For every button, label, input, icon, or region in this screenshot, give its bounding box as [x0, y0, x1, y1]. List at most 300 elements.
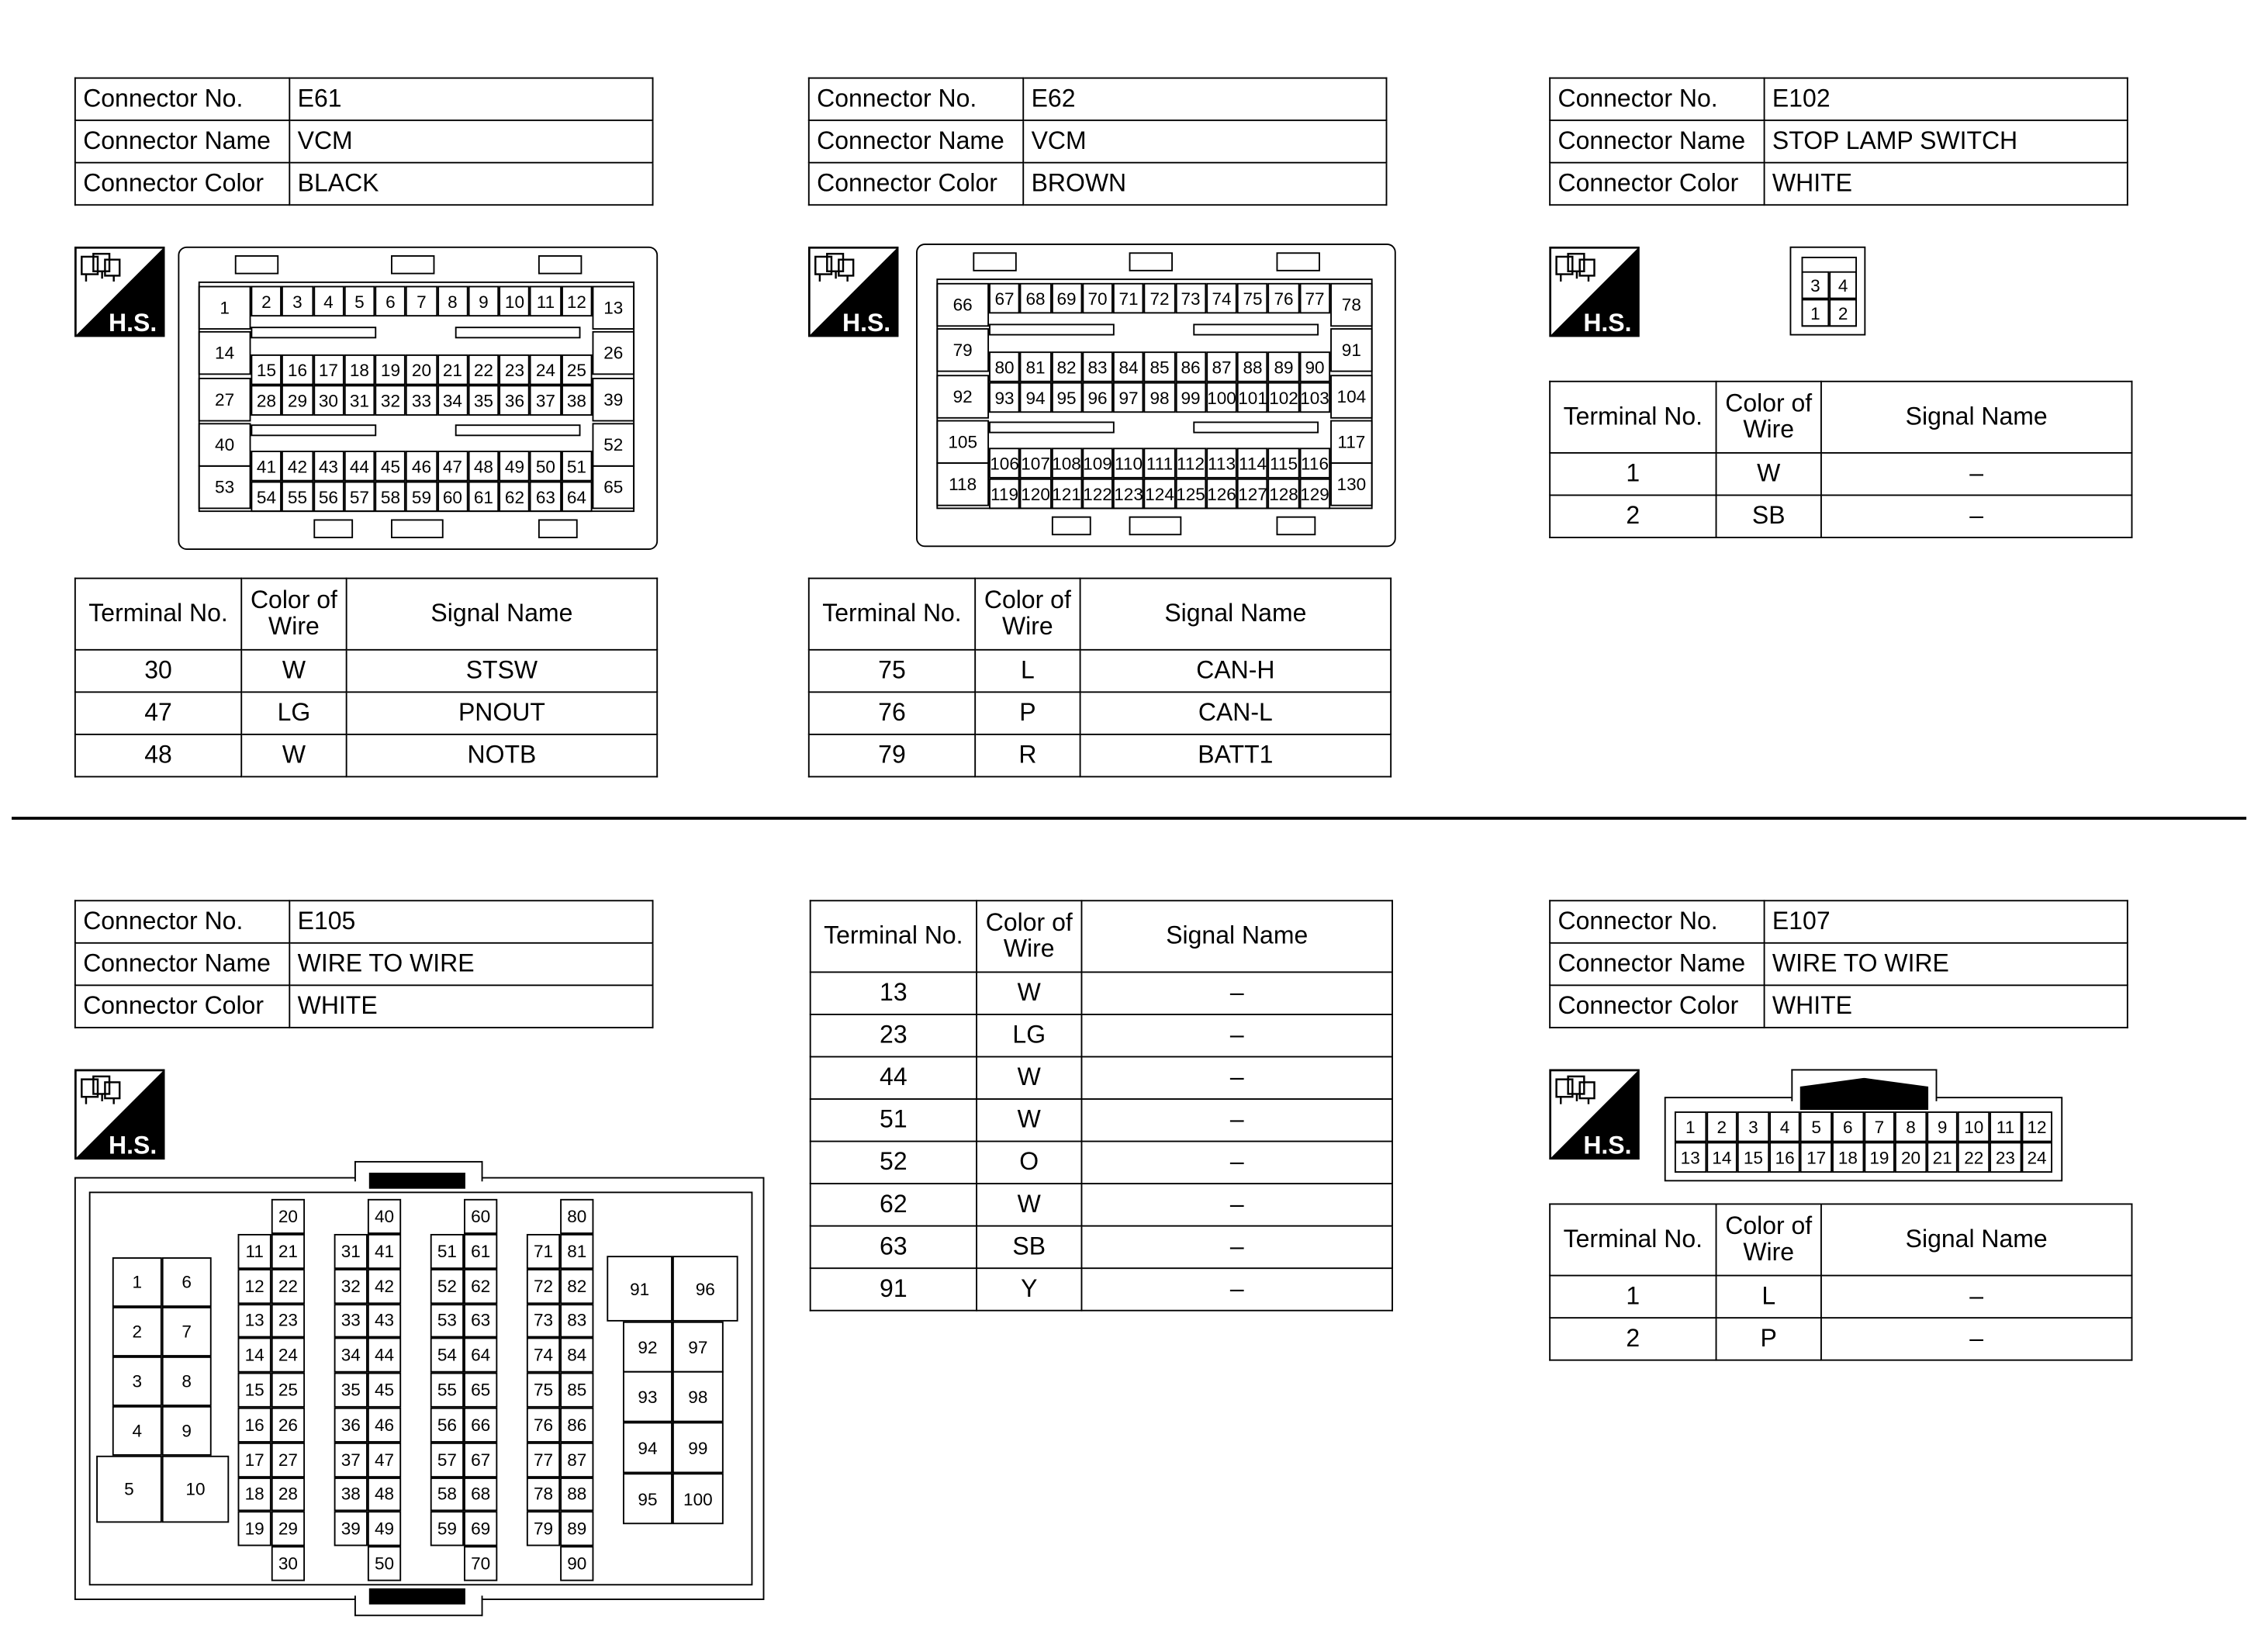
signal-name: – [1081, 1184, 1392, 1226]
pin: 96 [672, 1256, 738, 1322]
info-row [809, 78, 1387, 121]
pin: 54 [430, 1338, 464, 1373]
wire-color-header-line: Color of [984, 586, 1071, 614]
pin: 10 [162, 1456, 230, 1523]
info-row [809, 120, 1387, 163]
pin: 57 [430, 1443, 464, 1477]
wire-color: W [977, 972, 1081, 1014]
pin: 35 [468, 385, 499, 415]
pin: 99 [672, 1422, 724, 1474]
pin: 25 [561, 354, 592, 385]
pin: 80 [989, 351, 1020, 382]
signal-name: – [1821, 453, 2132, 496]
harness-side-label: H.S. [109, 308, 157, 337]
signal-name: CAN-H [1080, 650, 1392, 693]
pin: 12 [561, 286, 592, 316]
pin: 8 [437, 286, 468, 316]
pin: 97 [1113, 382, 1144, 413]
info-key: Connector Name [75, 120, 289, 163]
harness-side-symbol [74, 1069, 165, 1160]
signal-name: STSW [347, 650, 658, 693]
latch-tab [1129, 252, 1173, 271]
pin: 64 [561, 482, 592, 512]
pin: 130 [1330, 462, 1373, 506]
terminal-no: 2 [1550, 1318, 1716, 1360]
pin: 3 [1737, 1111, 1769, 1142]
pin: 37 [530, 385, 561, 415]
pin: 33 [406, 385, 437, 415]
pin: 46 [406, 451, 437, 481]
pin: 82 [1051, 351, 1082, 382]
pin: 59 [406, 482, 437, 512]
pin: 13 [593, 286, 635, 330]
terminal-table-e62 [808, 578, 1392, 778]
pin: 26 [593, 331, 635, 375]
wire-color-header-line: Wire [1002, 612, 1053, 641]
terminal-header-row [809, 579, 1391, 650]
pin: 55 [282, 482, 313, 512]
info-value: E102 [1765, 78, 2128, 121]
pin: 4 [313, 286, 344, 316]
pin: 3 [1802, 271, 1830, 299]
pin: 73 [1175, 283, 1206, 313]
signal-name: – [1081, 1099, 1392, 1142]
pin: 63 [530, 482, 561, 512]
pin: 50 [368, 1546, 401, 1581]
signal-name: – [1821, 1276, 2132, 1318]
harness-side-icon [74, 247, 165, 337]
terminal-header-row [1550, 382, 2131, 453]
signal-name: CAN-L [1080, 692, 1392, 734]
info-row [809, 163, 1387, 206]
harness-side-label: H.S. [842, 308, 891, 337]
pin: 2 [112, 1307, 162, 1357]
pin: 57 [344, 482, 375, 512]
terminal-row [811, 972, 1392, 1014]
pin: 31 [334, 1234, 368, 1269]
harness-side-icon [74, 1069, 165, 1160]
pin: 47 [368, 1443, 401, 1477]
info-value: VCM [1023, 120, 1386, 163]
pin: 54 [251, 482, 282, 512]
pin: 21 [1927, 1142, 1958, 1173]
pin: 14 [238, 1338, 271, 1373]
pin: 42 [368, 1269, 401, 1304]
pin: 61 [468, 482, 499, 512]
signal-name: – [1081, 1014, 1392, 1057]
pin: 88 [560, 1477, 593, 1512]
pin: 103 [1299, 382, 1330, 413]
pin: 3 [282, 286, 313, 316]
pin: 95 [1051, 382, 1082, 413]
wire-color: P [975, 692, 1080, 734]
pin: 34 [437, 385, 468, 415]
terminal-row [1550, 1276, 2131, 1318]
pin: 69 [464, 1512, 497, 1547]
info-row [1550, 985, 2128, 1028]
wire-color-header-line: Color of [250, 586, 337, 614]
pin: 13 [1675, 1142, 1706, 1173]
latch-tab [235, 255, 278, 274]
pin: 30 [271, 1546, 305, 1581]
info-value: STOP LAMP SWITCH [1765, 120, 2128, 163]
info-row [1550, 900, 2128, 943]
pin: 77 [527, 1443, 560, 1477]
pin: 39 [334, 1512, 368, 1547]
wire-color: L [975, 650, 1080, 693]
pin: 44 [344, 451, 375, 481]
terminal-row [811, 1184, 1392, 1226]
pin: 18 [238, 1477, 271, 1512]
pin: 21 [437, 354, 468, 385]
info-value: WIRE TO WIRE [1765, 943, 2128, 986]
pin: 34 [334, 1338, 368, 1373]
info-row [75, 943, 653, 986]
harness-side-label: H.S. [1583, 308, 1632, 337]
pin: 73 [527, 1303, 560, 1338]
pin: 58 [430, 1477, 464, 1512]
pin: 19 [1864, 1142, 1896, 1173]
pin: 21 [271, 1234, 305, 1269]
pin: 83 [560, 1303, 593, 1338]
pin: 90 [560, 1546, 593, 1581]
pin: 97 [672, 1322, 724, 1373]
pin: 22 [468, 354, 499, 385]
pin: 58 [375, 482, 406, 512]
latch-block [369, 1588, 465, 1605]
wire-color-header-line: Wire [1743, 1238, 1795, 1267]
pin: 95 [623, 1473, 672, 1524]
harness-side-symbol [1549, 247, 1640, 337]
pin: 62 [499, 482, 530, 512]
pin: 43 [313, 451, 344, 481]
pin: 1 [1802, 299, 1830, 327]
pin: 49 [499, 451, 530, 481]
terminal-row [811, 1056, 1392, 1099]
pin: 98 [672, 1371, 724, 1422]
pin: 29 [282, 385, 313, 415]
pin: 114 [1237, 448, 1268, 478]
pin: 9 [468, 286, 499, 316]
pin: 1 [199, 286, 251, 330]
terminal-header-row [811, 900, 1392, 972]
pin: 11 [1990, 1111, 2021, 1142]
info-key: Connector Color [75, 163, 289, 206]
signal-name: – [1821, 1318, 2132, 1360]
terminal-header-row [1550, 1204, 2131, 1275]
pin: 14 [199, 331, 251, 375]
wire-color: LG [977, 1014, 1081, 1057]
pin: 27 [199, 378, 251, 421]
pin: 96 [1082, 382, 1113, 413]
pin: 4 [1769, 1111, 1801, 1142]
info-value: E107 [1765, 900, 2128, 943]
pin: 6 [1832, 1111, 1864, 1142]
pin: 104 [1330, 375, 1373, 418]
terminal-row [809, 692, 1391, 734]
pin: 69 [1051, 283, 1082, 313]
terminal-row [1550, 1318, 2131, 1360]
terminal-no: 48 [75, 734, 241, 777]
pin: 91 [1330, 328, 1373, 372]
pin: 44 [368, 1338, 401, 1373]
pin: 64 [464, 1338, 497, 1373]
wire-color: LG [241, 692, 346, 734]
terminal-no: 52 [811, 1142, 977, 1184]
info-key: Connector Name [1550, 943, 1764, 986]
key-slot [989, 323, 1115, 335]
pin: 12 [2021, 1111, 2053, 1142]
terminal-no: 51 [811, 1099, 977, 1142]
signal-name-header: Signal Name [1821, 382, 2132, 453]
pin: 53 [430, 1303, 464, 1338]
pin: 94 [1020, 382, 1051, 413]
pin: 4 [112, 1406, 162, 1456]
pin: 5 [344, 286, 375, 316]
terminal-no: 1 [1550, 1276, 1716, 1318]
latch-tab [538, 519, 578, 537]
pin: 59 [430, 1512, 464, 1547]
harness-side-label: H.S. [109, 1131, 157, 1160]
signal-name: – [1081, 1226, 1392, 1269]
pin: 62 [464, 1269, 497, 1304]
wire-color: SB [1716, 495, 1821, 537]
pin: 2 [1706, 1111, 1738, 1142]
pin: 18 [1832, 1142, 1864, 1173]
pin: 120 [1020, 479, 1051, 509]
pin: 9 [162, 1406, 212, 1456]
pin: 76 [1268, 283, 1299, 313]
wire-color-header-line: Wire [1003, 935, 1055, 963]
pin: 124 [1144, 479, 1175, 509]
signal-name-header: Signal Name [347, 579, 658, 650]
key-slot [1193, 323, 1319, 335]
wire-color: W [241, 650, 346, 693]
pin: 128 [1268, 479, 1299, 509]
pin: 23 [499, 354, 530, 385]
pin: 41 [251, 451, 282, 481]
pin: 5 [96, 1456, 162, 1523]
section-divider [12, 817, 2246, 820]
pin: 122 [1082, 479, 1113, 509]
info-value: WHITE [1765, 985, 2128, 1028]
pin: 32 [334, 1269, 368, 1304]
latch-tab [391, 519, 444, 537]
pin: 37 [334, 1443, 368, 1477]
terminal-no: 63 [811, 1226, 977, 1269]
latch-tab [1277, 517, 1316, 535]
pin: 41 [368, 1234, 401, 1269]
pin: 78 [527, 1477, 560, 1512]
pin: 60 [437, 482, 468, 512]
info-row [75, 78, 653, 121]
pin: 84 [1113, 351, 1144, 382]
harness-side-symbol [808, 247, 899, 337]
terminal-row [811, 1099, 1392, 1142]
info-key: Connector No. [1550, 78, 1764, 121]
info-value: WHITE [289, 985, 652, 1028]
pin: 106 [989, 448, 1020, 478]
signal-name: – [1081, 1142, 1392, 1184]
wire-color: W [977, 1056, 1081, 1099]
wire-color-header [1716, 382, 1821, 453]
pin: 51 [561, 451, 592, 481]
pin: 11 [530, 286, 561, 316]
pin: 22 [1958, 1142, 1990, 1173]
terminal-no: 30 [75, 650, 241, 693]
pin: 16 [1769, 1142, 1801, 1173]
harness-side-label: H.S. [1583, 1131, 1632, 1160]
pin: 77 [1299, 283, 1330, 313]
pin: 66 [936, 283, 989, 327]
pin: 118 [936, 462, 989, 506]
wire-color-header-line: Wire [268, 612, 320, 641]
latch-block [369, 1173, 465, 1189]
terminal-no: 13 [811, 972, 977, 1014]
pin: 2 [1829, 299, 1857, 327]
pin: 6 [375, 286, 406, 316]
pin: 32 [375, 385, 406, 415]
wire-color-header [977, 900, 1081, 972]
pin: 42 [282, 451, 313, 481]
pin: 72 [1144, 283, 1175, 313]
pin: 75 [527, 1373, 560, 1408]
terminal-table-e105 [810, 900, 1393, 1311]
signal-name: NOTB [347, 734, 658, 777]
pin: 85 [560, 1373, 593, 1408]
signal-name: BATT1 [1080, 734, 1392, 777]
info-value: E105 [289, 900, 652, 943]
pin: 20 [271, 1199, 305, 1234]
pin: 119 [989, 479, 1020, 509]
info-value: BLACK [289, 163, 652, 206]
pin: 30 [313, 385, 344, 415]
harness-side-symbol [74, 247, 165, 337]
pin: 71 [1113, 283, 1144, 313]
pin: 14 [1706, 1142, 1738, 1173]
connector-info-e61 [74, 78, 654, 206]
pin: 49 [368, 1512, 401, 1547]
pin: 18 [344, 354, 375, 385]
latch-marker-icon [1800, 1078, 1928, 1110]
key-slot [251, 327, 376, 338]
pin: 38 [561, 385, 592, 415]
pin: 9 [1927, 1111, 1958, 1142]
pin: 2 [251, 286, 282, 316]
pin: 13 [238, 1303, 271, 1338]
connector-info-e105 [74, 900, 654, 1028]
terminal-no: 44 [811, 1056, 977, 1099]
info-key: Connector No. [809, 78, 1023, 121]
info-value: E62 [1023, 78, 1386, 121]
pin: 47 [437, 451, 468, 481]
pin: 85 [1144, 351, 1175, 382]
key-slot [455, 327, 581, 338]
pin: 112 [1175, 448, 1206, 478]
pin: 117 [1330, 420, 1373, 464]
terminal-row [811, 1268, 1392, 1311]
pin: 8 [1895, 1111, 1927, 1142]
info-row [1550, 943, 2128, 986]
pin: 125 [1175, 479, 1206, 509]
pin: 23 [1990, 1142, 2021, 1173]
latch-tab [1277, 252, 1320, 271]
pin: 123 [1113, 479, 1144, 509]
wire-color-header-line: Color of [985, 908, 1073, 937]
terminal-no: 62 [811, 1184, 977, 1226]
harness-side-icon [1549, 247, 1640, 337]
pin: 23 [271, 1303, 305, 1338]
signal-name-header: Signal Name [1080, 579, 1392, 650]
latch-tab [1129, 517, 1182, 535]
pin: 79 [936, 328, 989, 372]
pin: 89 [560, 1512, 593, 1547]
pin: 10 [1958, 1111, 1990, 1142]
terminal-no: 79 [809, 734, 975, 777]
info-row [75, 120, 653, 163]
pin: 126 [1206, 479, 1237, 509]
terminal-no-header: Terminal No. [809, 579, 975, 650]
terminal-no-header: Terminal No. [75, 579, 241, 650]
pin: 101 [1237, 382, 1268, 413]
info-key: Connector Name [809, 120, 1023, 163]
latch-tab [538, 255, 582, 274]
pin: 84 [560, 1338, 593, 1373]
pin: 35 [334, 1373, 368, 1408]
pin: 68 [1020, 283, 1051, 313]
pin: 111 [1144, 448, 1175, 478]
info-row [1550, 120, 2128, 163]
pin: 25 [271, 1373, 305, 1408]
pin: 27 [271, 1443, 305, 1477]
info-value: VCM [289, 120, 652, 163]
info-key: Connector Color [1550, 163, 1764, 206]
key-slot [1193, 421, 1319, 433]
info-row [1550, 78, 2128, 121]
pin: 53 [199, 465, 251, 509]
pin: 79 [527, 1512, 560, 1547]
pin: 80 [560, 1199, 593, 1234]
pin: 46 [368, 1408, 401, 1443]
pin: 52 [430, 1269, 464, 1304]
info-key: Connector Color [1550, 985, 1764, 1028]
pin: 40 [368, 1199, 401, 1234]
terminal-row [1550, 495, 2131, 537]
pin: 20 [1895, 1142, 1927, 1173]
terminal-row [809, 734, 1391, 777]
pin: 88 [1237, 351, 1268, 382]
info-value: WIRE TO WIRE [289, 943, 652, 986]
pin: 70 [1082, 283, 1113, 313]
pin: 60 [464, 1199, 497, 1234]
pin: 107 [1020, 448, 1051, 478]
terminal-table-e107 [1549, 1203, 2132, 1360]
info-row [75, 985, 653, 1028]
signal-name: – [1821, 495, 2132, 537]
wire-color: W [977, 1184, 1081, 1226]
pin: 26 [271, 1408, 305, 1443]
pin: 38 [334, 1477, 368, 1512]
wire-color-header-line: Color of [1725, 1211, 1813, 1240]
pin: 78 [1330, 283, 1373, 327]
latch-tab [391, 255, 434, 274]
pin: 50 [530, 451, 561, 481]
pin: 40 [199, 423, 251, 466]
pin: 33 [334, 1303, 368, 1338]
pin: 72 [527, 1269, 560, 1304]
pin: 10 [499, 286, 530, 316]
pin: 92 [623, 1322, 672, 1373]
